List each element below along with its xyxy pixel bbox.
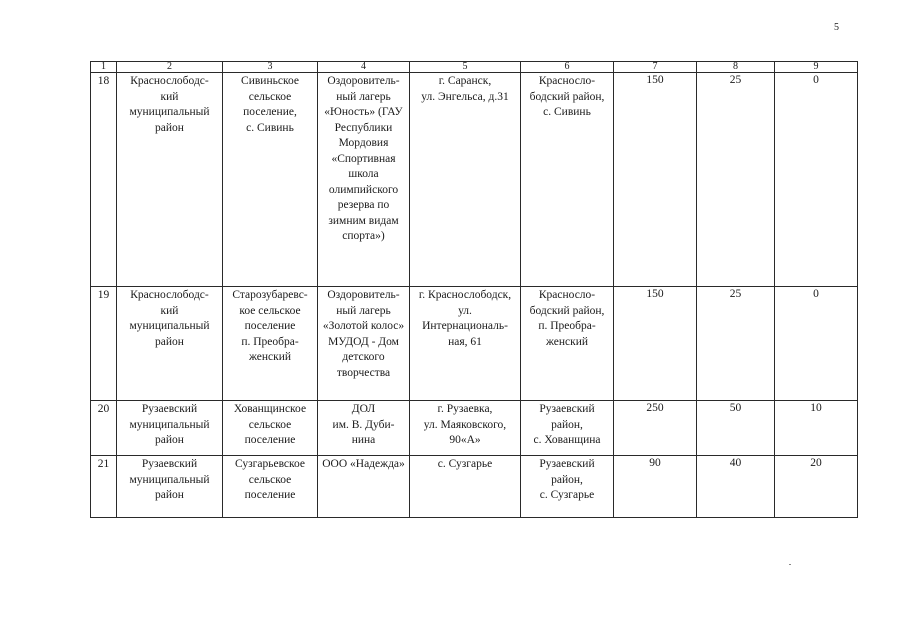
column-number-row xyxy=(91,62,858,73)
column-number: 4 xyxy=(318,62,410,73)
settlement-cell: Хованщинское сельское поселение xyxy=(223,401,318,456)
row-number: 19 xyxy=(91,287,117,401)
value-cell: 40 xyxy=(697,456,775,518)
address-cell: г. Рузаевка, ул. Маяковского, 90«А» xyxy=(410,401,521,456)
value-cell: 20 xyxy=(775,456,858,518)
location-cell: Краснослo- бодский район, п. Преобра- женский xyxy=(521,287,614,401)
column-number: 3 xyxy=(223,62,318,73)
value-cell: 0 xyxy=(775,73,858,287)
value-cell: 10 xyxy=(775,401,858,456)
table-row xyxy=(91,401,858,456)
value-cell: 25 xyxy=(697,287,775,401)
district-cell: Краснослободс- кий муниципальный район xyxy=(117,287,223,401)
column-number: 2 xyxy=(117,62,223,73)
address-cell: г. Краснослободск, ул. Интернациональ- ная, 61 xyxy=(410,287,521,401)
value-cell: 150 xyxy=(614,287,697,401)
district-cell: Рузаевский муниципальный район xyxy=(117,456,223,518)
page-number: 5 xyxy=(834,22,839,33)
district-cell: Краснослободс- кий муниципальный район xyxy=(117,73,223,287)
location-cell: Рузаевский район, с. Сузгарье xyxy=(521,456,614,518)
row-number: 21 xyxy=(91,456,117,518)
address-cell: г. Саранск, ул. Энгельса, д.31 xyxy=(410,73,521,287)
row-number: 20 xyxy=(91,401,117,456)
value-cell: 50 xyxy=(697,401,775,456)
camp-name-cell: Оздоровитель- ный лагерь «Золотой колос» МУДОД - Дом детского творчества xyxy=(318,287,410,401)
camps-table xyxy=(90,61,858,518)
column-number: 9 xyxy=(775,62,858,73)
settlement-cell: Сузгарьевское сельское поселение xyxy=(223,456,318,518)
column-number: 6 xyxy=(521,62,614,73)
row-number: 18 xyxy=(91,73,117,287)
table-row xyxy=(91,287,858,401)
settlement-cell: Старозубаревс- кое сельское поселение п. Преобра- женский xyxy=(223,287,318,401)
camp-name-cell: Оздоровитель- ный лагерь «Юность» (ГАУ Республики Мордовия «Спортивная школа олимпийского резерва по зимним видам спорта») xyxy=(318,73,410,287)
column-number: 8 xyxy=(697,62,775,73)
table-row xyxy=(91,456,858,518)
location-cell: Рузаевский район, с. Хованщина xyxy=(521,401,614,456)
column-number: 1 xyxy=(91,62,117,73)
value-cell: 25 xyxy=(697,73,775,287)
address-cell: с. Сузгарье xyxy=(410,456,521,518)
settlement-cell: Сивиньское сельское поселение, с. Сивинь xyxy=(223,73,318,287)
camp-name-cell: ДОЛ им. В. Дуби- нина xyxy=(318,401,410,456)
district-cell: Рузаевский муниципальный район xyxy=(117,401,223,456)
value-cell: 90 xyxy=(614,456,697,518)
camp-name-cell: ООО «Надежда» xyxy=(318,456,410,518)
value-cell: 250 xyxy=(614,401,697,456)
table-row xyxy=(91,73,858,287)
value-cell: 0 xyxy=(775,287,858,401)
location-cell: Краснослo- бодский район, с. Сивинь xyxy=(521,73,614,287)
value-cell: 150 xyxy=(614,73,697,287)
scan-dot xyxy=(789,564,791,565)
column-number: 7 xyxy=(614,62,697,73)
column-number: 5 xyxy=(410,62,521,73)
